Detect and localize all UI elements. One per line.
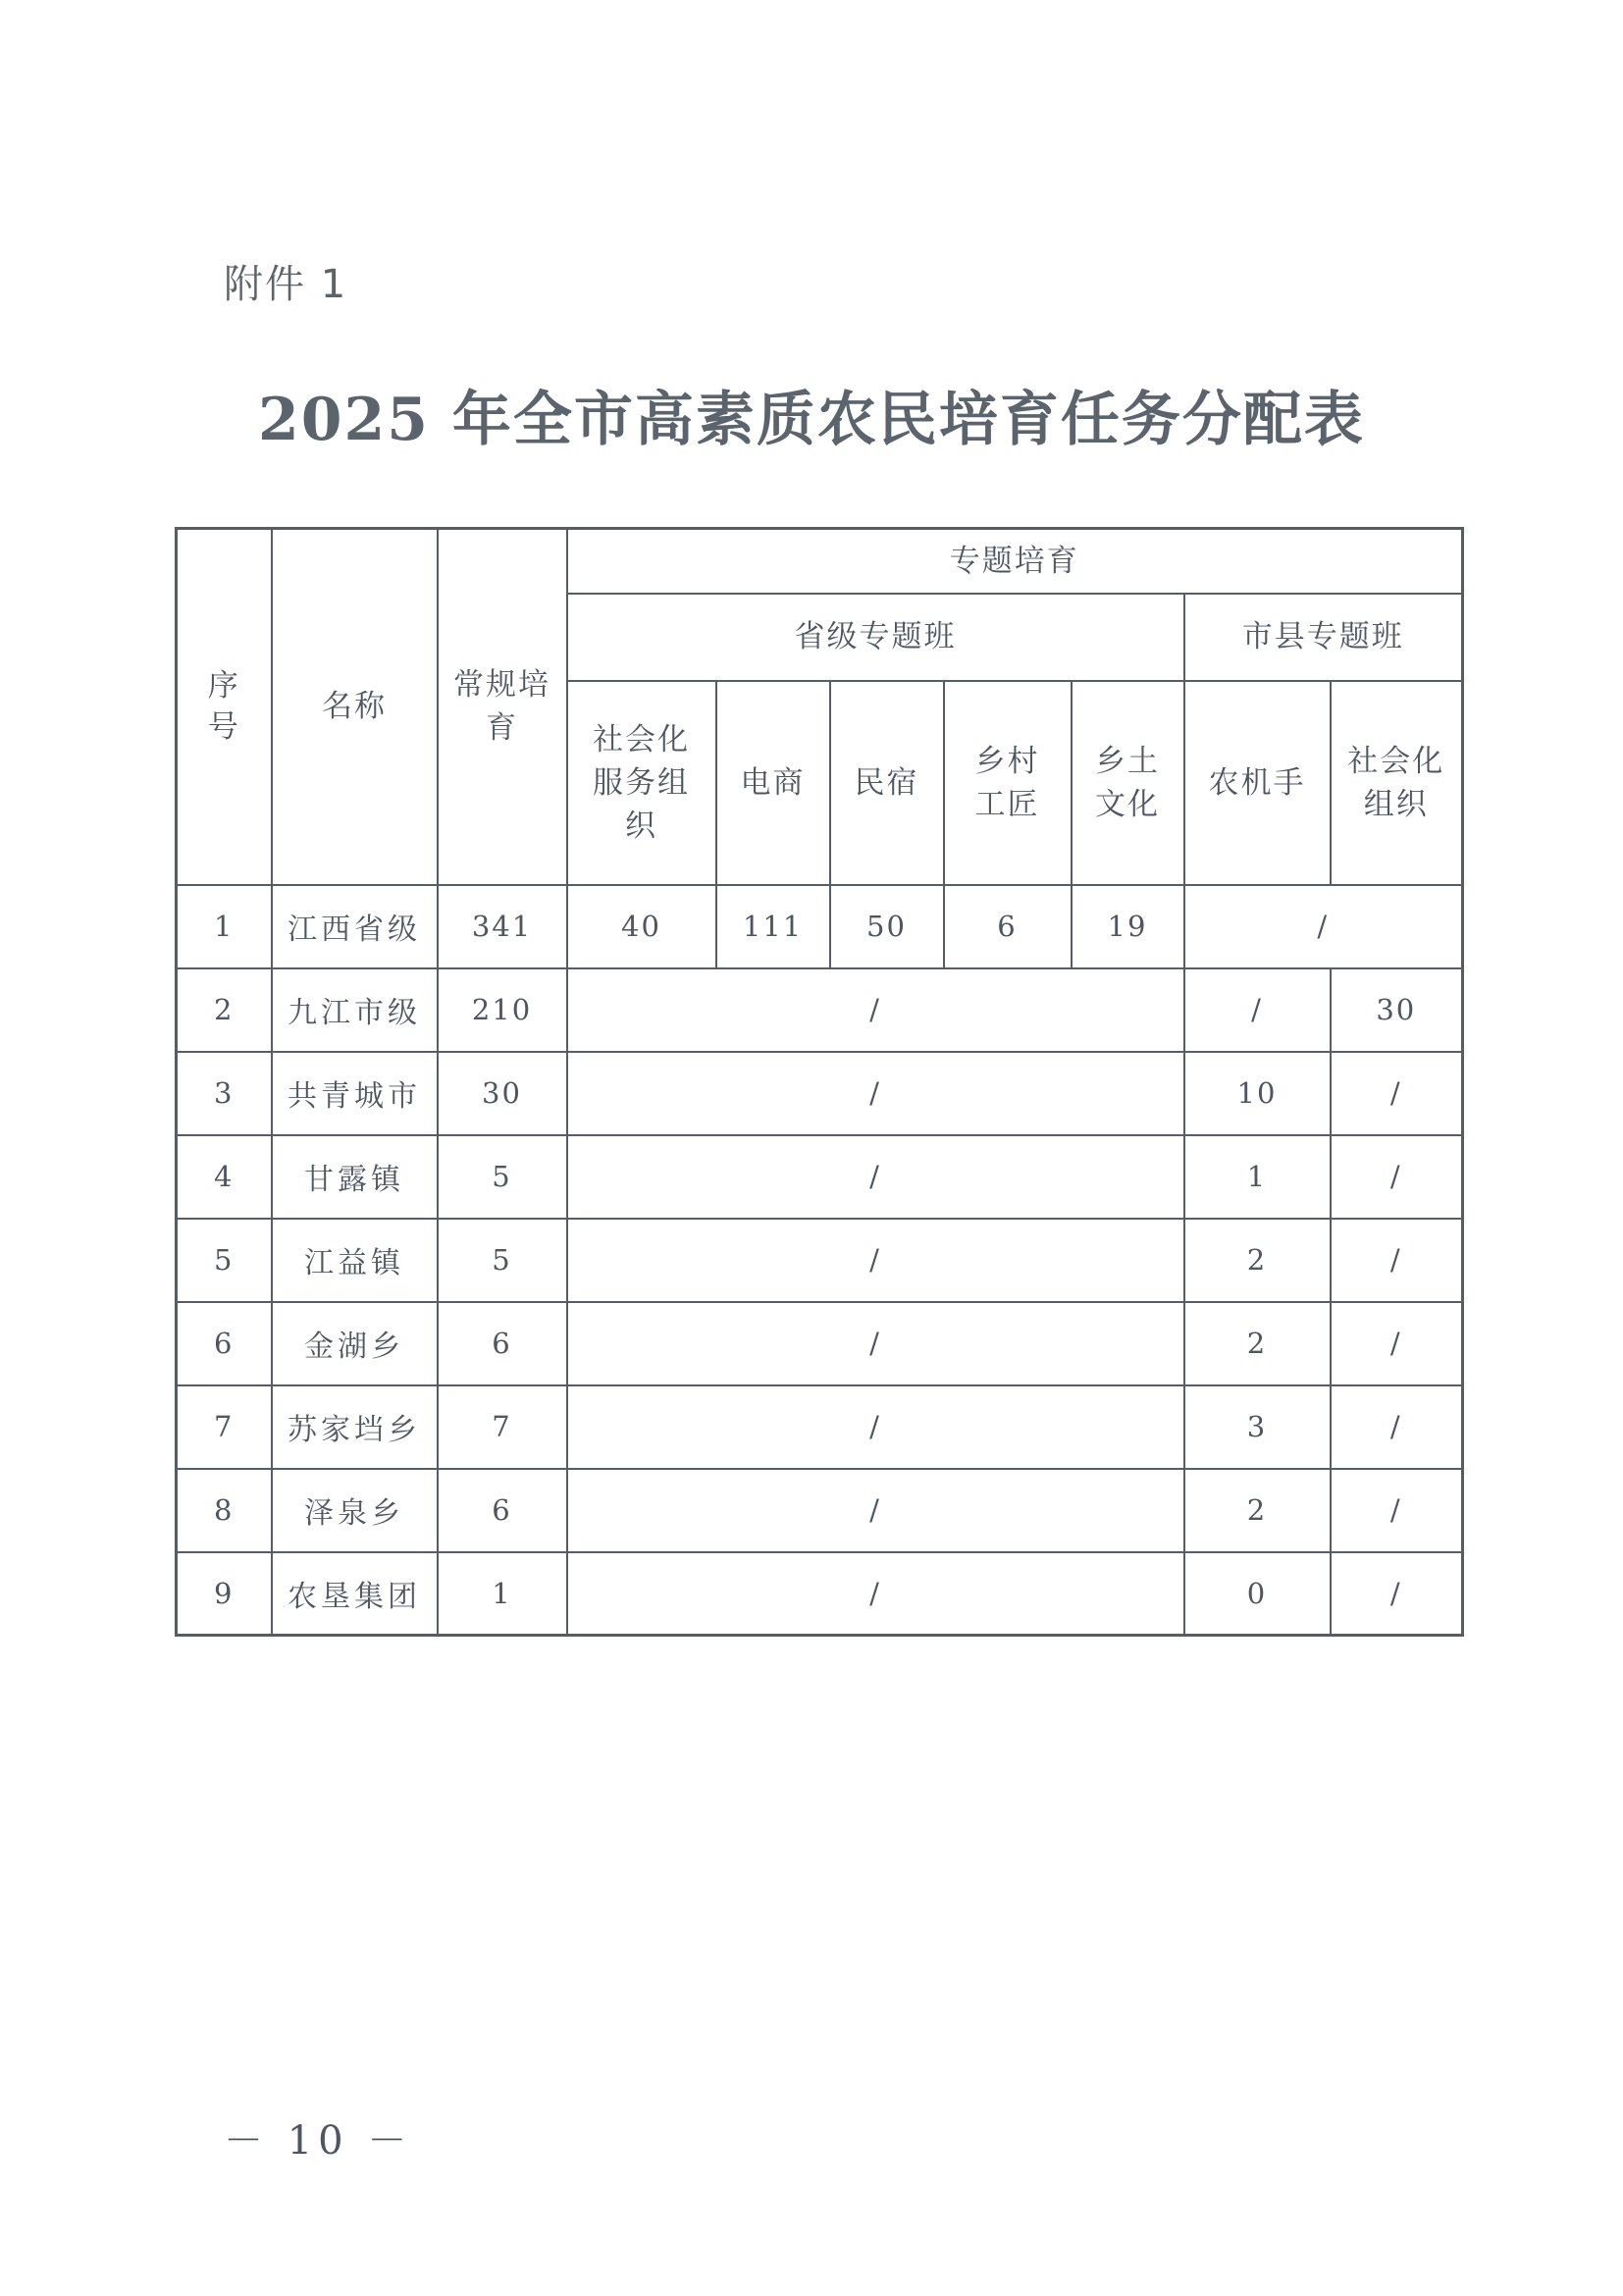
cell-provincial-merged: / (567, 1469, 1184, 1552)
header-social-org: 社会化组织 (1331, 681, 1463, 885)
cell-provincial-merged: / (567, 1219, 1184, 1302)
cell-social-org: / (1331, 1219, 1463, 1302)
cell-regular: 5 (438, 1219, 567, 1302)
header-rural-craftsman: 乡村工匠 (944, 681, 1072, 885)
table-row (177, 1135, 1463, 1219)
cell-local-culture: 19 (1072, 885, 1184, 968)
header-city-county: 市县专题班 (1184, 594, 1463, 681)
cell-provincial-merged: / (567, 1302, 1184, 1385)
cell-seq: 1 (177, 885, 272, 968)
header-local-culture: 乡土文化 (1072, 681, 1184, 885)
header-ecommerce: 电商 (716, 681, 830, 885)
cell-name: 苏家垱乡 (272, 1385, 438, 1469)
cell-social-org: / (1331, 1469, 1463, 1552)
cell-machinery-operator: 2 (1184, 1302, 1331, 1385)
cell-regular: 341 (438, 885, 567, 968)
cell-machinery-operator: 1 (1184, 1135, 1331, 1219)
cell-provincial-merged: / (567, 968, 1184, 1052)
cell-machinery-operator: 2 (1184, 1219, 1331, 1302)
cell-machinery-operator: 0 (1184, 1552, 1331, 1636)
cell-seq: 2 (177, 968, 272, 1052)
table-row (177, 968, 1463, 1052)
cell-regular: 5 (438, 1135, 567, 1219)
cell-name: 江西省级 (272, 885, 438, 968)
page-number: － 10 － (224, 2118, 413, 2164)
cell-regular: 6 (438, 1469, 567, 1552)
header-seq: 序号 (177, 529, 272, 885)
cell-name: 泽泉乡 (272, 1469, 438, 1552)
table-row (177, 1219, 1463, 1302)
header-machinery-operator: 农机手 (1184, 681, 1331, 885)
table-row (177, 1302, 1463, 1385)
header-homestay: 民宿 (830, 681, 944, 885)
cell-regular: 210 (438, 968, 567, 1052)
header-name: 名称 (272, 529, 438, 885)
cell-social-service: 40 (567, 885, 716, 968)
cell-seq: 5 (177, 1219, 272, 1302)
cell-regular: 30 (438, 1052, 567, 1135)
cell-provincial-merged: / (567, 1052, 1184, 1135)
cell-seq: 9 (177, 1552, 272, 1636)
cell-ecommerce: 111 (716, 885, 830, 968)
cell-social-org: / (1331, 1302, 1463, 1385)
cell-seq: 3 (177, 1052, 272, 1135)
cell-provincial-merged: / (567, 1552, 1184, 1636)
cell-regular: 6 (438, 1302, 567, 1385)
cell-name: 甘露镇 (272, 1135, 438, 1219)
table-row (177, 1052, 1463, 1135)
table-row (177, 885, 1463, 968)
attachment-label: 附件 1 (224, 262, 348, 307)
cell-social-org: 30 (1331, 968, 1463, 1052)
cell-name: 江益镇 (272, 1219, 438, 1302)
cell-seq: 6 (177, 1302, 272, 1385)
cell-social-org: / (1331, 1385, 1463, 1469)
cell-homestay: 50 (830, 885, 944, 968)
cell-seq: 4 (177, 1135, 272, 1219)
allocation-table (175, 527, 1464, 1637)
cell-machinery-operator: 3 (1184, 1385, 1331, 1469)
table-row (177, 1385, 1463, 1469)
cell-machinery-operator: / (1184, 968, 1331, 1052)
cell-provincial-merged: / (567, 1135, 1184, 1219)
cell-seq: 8 (177, 1469, 272, 1552)
cell-name: 金湖乡 (272, 1302, 438, 1385)
header-provincial: 省级专题班 (567, 594, 1184, 681)
cell-regular: 1 (438, 1552, 567, 1636)
cell-provincial-merged: / (567, 1385, 1184, 1469)
cell-social-org: / (1331, 1052, 1463, 1135)
cell-rural-craftsman: 6 (944, 885, 1072, 968)
header-regular: 常规培育 (438, 529, 567, 885)
cell-seq: 7 (177, 1385, 272, 1469)
cell-name: 共青城市 (272, 1052, 438, 1135)
table-row (177, 1469, 1463, 1552)
cell-social-org: / (1331, 1552, 1463, 1636)
cell-machinery-operator: 10 (1184, 1052, 1331, 1135)
cell-social-org: / (1331, 1135, 1463, 1219)
cell-regular: 7 (438, 1385, 567, 1469)
cell-machinery-operator: 2 (1184, 1469, 1331, 1552)
cell-name: 九江市级 (272, 968, 438, 1052)
header-social-service: 社会化服务组织 (567, 681, 716, 885)
cell-city-county-merged: / (1184, 885, 1463, 968)
header-special: 专题培育 (567, 529, 1463, 594)
page-title: 2025 年全市高素质农民培育任务分配表 (258, 386, 1365, 454)
cell-name: 农垦集团 (272, 1552, 438, 1636)
table-row (177, 1552, 1463, 1636)
